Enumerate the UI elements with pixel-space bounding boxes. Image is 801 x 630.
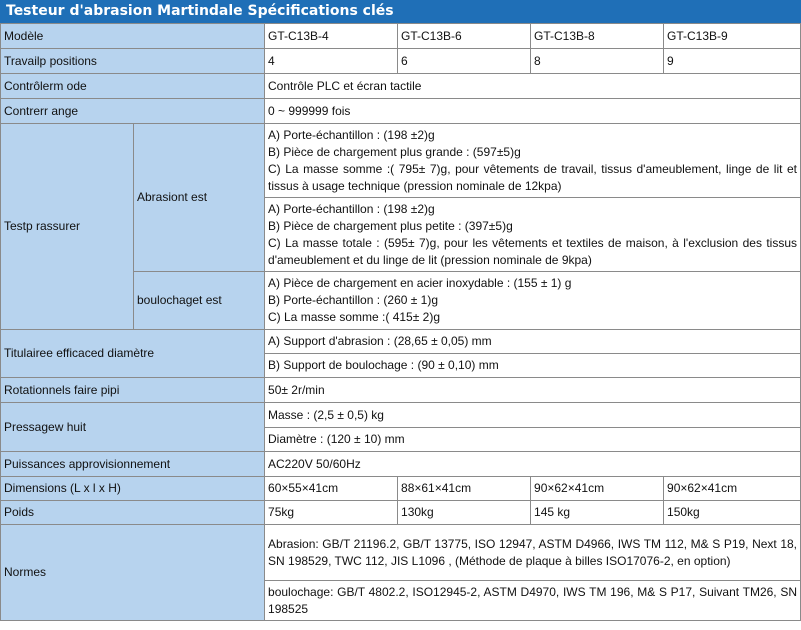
cell-value (265, 272, 801, 330)
text-line: A) Pièce de chargement en acier inoxydable : (155 ± 1) g (268, 276, 572, 290)
cell-value: A) Support d'abrasion : (28,65 ± 0,05) mm (265, 330, 801, 354)
row-label: Pressagew huit (1, 403, 265, 452)
cell-value: 145 kg (531, 501, 664, 525)
cell-value: Abrasion: GB/T 21196.2, GB/T 13775, ISO 12947, ASTM D4966, IWS TM 112, M& S P19, Next 18, SN 198529, TWC 112, JIS L1096 , (Méthode de plaque à billes ISO17076-2, en option) (265, 525, 801, 581)
cell-value: AC220V 50/60Hz (265, 452, 801, 477)
cell-value: 88×61×41cm (398, 477, 531, 501)
table-row-poids (1, 501, 801, 525)
text-line: A) Porte-échantillon : (198 ±2)g (268, 127, 435, 142)
table-row-pression-abrasion-a (1, 124, 801, 198)
cell-value: 6 (398, 49, 531, 74)
text-line: A) Porte-échantillon : (198 ±2)g (268, 201, 435, 216)
cell-value: 150kg (664, 501, 801, 525)
cell-value: GT-C13B-4 (265, 24, 398, 49)
specifications-table (0, 23, 801, 621)
cell-value: 9 (664, 49, 801, 74)
cell-value: GT-C13B-9 (664, 24, 801, 49)
row-label: Titulairee efficaced diamètre (1, 330, 265, 378)
row-label: Modèle (1, 24, 265, 49)
cell-value: B) Support de boulochage : (90 ± 0,10) mm (265, 354, 801, 378)
cell-value: GT-C13B-8 (531, 24, 664, 49)
cell-value (265, 124, 801, 198)
cell-value: 50± 2r/min (265, 378, 801, 403)
row-label: Testp rassurer (1, 124, 134, 330)
text-line: C) La masse somme :( 795± 7)g, pour vêtements de travail, tissus d'ameublement, linge de lit et tissus à usage technique (pression nominale de 12kpa) (268, 161, 798, 193)
table-row-modele (1, 24, 801, 49)
cell-value: boulochage: GB/T 4802.2, ISO12945-2, ASTM D4970, IWS TM 196, M& S P17, Suivant TM26, SN 198525 (265, 581, 801, 621)
table-row-diametre (1, 330, 801, 354)
row-label: Travailp positions (1, 49, 265, 74)
text-line: B) Pièce de chargement plus grande : (597±5)g (268, 144, 521, 159)
cell-value: 60×55×41cm (265, 477, 398, 501)
text-line: C) La masse somme :( 415± 2)g (268, 310, 440, 324)
table-row-presse (1, 403, 801, 428)
cell-value: 0 ~ 999999 fois (265, 99, 801, 124)
cell-value: 75kg (265, 501, 398, 525)
cell-value: 4 (265, 49, 398, 74)
sub-row-label: boulochaget est (134, 272, 265, 330)
row-label: Poids (1, 501, 265, 525)
row-label: Contrerr ange (1, 99, 265, 124)
sub-row-label: Abrasiont est (134, 124, 265, 272)
row-label: Rotationnels faire pipi (1, 378, 265, 403)
cell-value: GT-C13B-6 (398, 24, 531, 49)
text-line: B) Porte-échantillon : (260 ± 1)g (268, 293, 439, 307)
row-label: Normes (1, 525, 265, 621)
cell-value: 90×62×41cm (664, 477, 801, 501)
cell-value: 8 (531, 49, 664, 74)
row-label: Contrôlerm ode (1, 74, 265, 99)
table-row-compteur (1, 99, 801, 124)
cell-value: Contrôle PLC et écran tactile (265, 74, 801, 99)
cell-value: Masse : (2,5 ± 0,5) kg (265, 403, 801, 428)
text-line: B) Pièce de chargement plus petite : (397±5)g (268, 218, 513, 233)
row-label: Puissances approvisionnement (1, 452, 265, 477)
cell-value (265, 198, 801, 272)
table-row-alimentation (1, 452, 801, 477)
row-label: Dimensions (L x l x H) (1, 477, 265, 501)
table-row-controle (1, 74, 801, 99)
table-row-rotation (1, 378, 801, 403)
text-line: C) La masse totale : (595± 7)g, pour les vêtements et textiles de maison, à l'exclusion des tissus d'ameublement et du linge de lit (pression nominale de 9kpa) (268, 235, 798, 267)
cell-value: 130kg (398, 501, 531, 525)
table-row-dimensions (1, 477, 801, 501)
table-row-positions (1, 49, 801, 74)
cell-value: Diamètre : (120 ± 10) mm (265, 428, 801, 452)
cell-value: 90×62×41cm (531, 477, 664, 501)
table-row-normes-abrasion (1, 525, 801, 581)
page-title: Testeur d'abrasion Martindale Spécifications clés (0, 0, 801, 23)
